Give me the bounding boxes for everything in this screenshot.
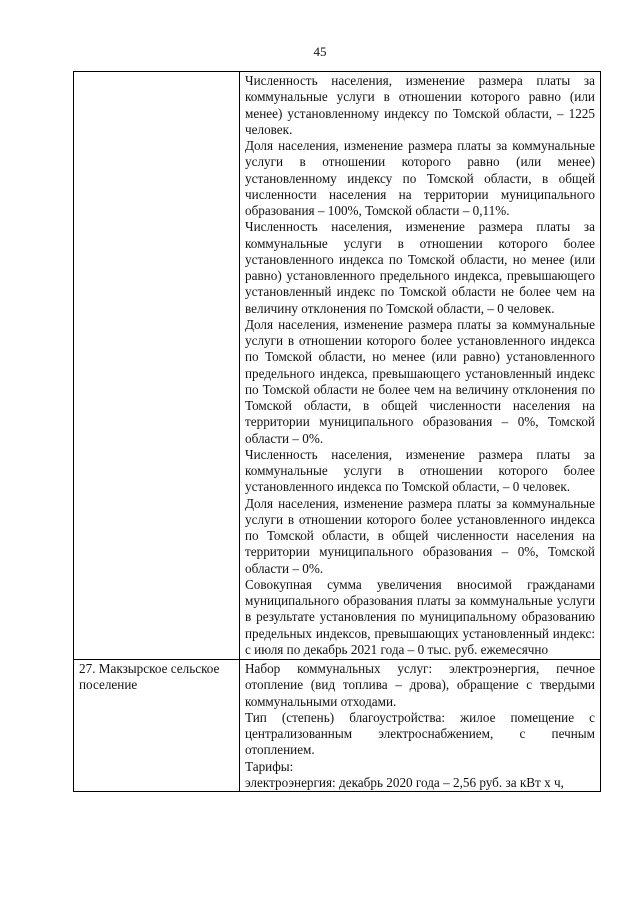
table-row-continued xyxy=(74,72,601,660)
table-row-27 xyxy=(74,660,601,792)
municipal-indices-table xyxy=(73,71,601,792)
paragraph-services-set: Набор коммунальных услуг: электроэнергия, печное отопление (вид топлива – дрова), обращение с твердыми коммунальными отходами. xyxy=(245,661,595,709)
paragraph-total-increase: Совокупная сумма увеличения вносимой гражданами муниципального образования платы за коммунальные услуги в результате установления по муниципальному образованию предельных индексов, превышающих установленный индекс: с июля по декабрь 2021 года – 0 тыс. руб. ежемесячно xyxy=(245,576,595,657)
paragraph-population-within-index: Численность населения, изменение размера платы за коммунальные услуги в отношении которого равно (или менее) установленному индексу по Томской области, – 1225 человек. xyxy=(245,73,595,137)
municipality-cell xyxy=(74,72,240,660)
municipality-cell: 27. Макзырское сельское поселение xyxy=(74,660,240,792)
paragraph-share-above-index-within-limit: Доля населения, изменение размера платы за коммунальные услуги в отношении которого более установленного индекса по Томской области, но менее (или равно) установленного предельного индекса, превышающего установленный индекс по Томской области не более чем на величину отклонения по Томской области, в общей численности населения на территории муниципального образования – 0%, Томской области – 0%. xyxy=(245,316,595,446)
paragraph-share-above-index: Доля населения, изменение размера платы за коммунальные услуги в отношении которого более установленного индекса по Томской области, в общей численности населения на территории муниципального образования – 0%, Томской области – 0%. xyxy=(245,495,595,576)
paragraph-share-within-index: Доля населения, изменение размера платы за коммунальные услуги в отношении которого равно (или менее) установленному индексу по Томской области, в общей численности населения на территории муниципального образования – 100%, Томской области – 0,11%. xyxy=(245,138,595,218)
details-cell xyxy=(240,72,601,660)
paragraph-amenities-type: Тип (степень) благоустройства: жилое помещение с централизованным электроснабжением, с печным отоплением. xyxy=(245,709,595,758)
paragraph-electricity-tariff: электроэнергия: декабрь 2020 года – 2,56 руб. за кВт х ч, xyxy=(245,774,564,790)
page-number: 45 xyxy=(313,44,327,59)
paragraph-population-above-index-within-limit: Численность населения, изменение размера платы за коммунальные услуги в отношении которого более установленного индекса по Томской области, но менее (или равно) установленного предельного индекса, превышающего установленный индекс по Томской области не более чем на величину отклонения по Томской области, – 0 человек. xyxy=(245,219,595,316)
paragraph-tariffs-heading: Тарифы: xyxy=(245,758,294,774)
details-cell xyxy=(240,660,601,792)
paragraph-population-above-index: Численность населения, изменение размера платы за коммунальные услуги в отношении которого более установленного индекса по Томской области, – 0 человек. xyxy=(245,446,595,495)
